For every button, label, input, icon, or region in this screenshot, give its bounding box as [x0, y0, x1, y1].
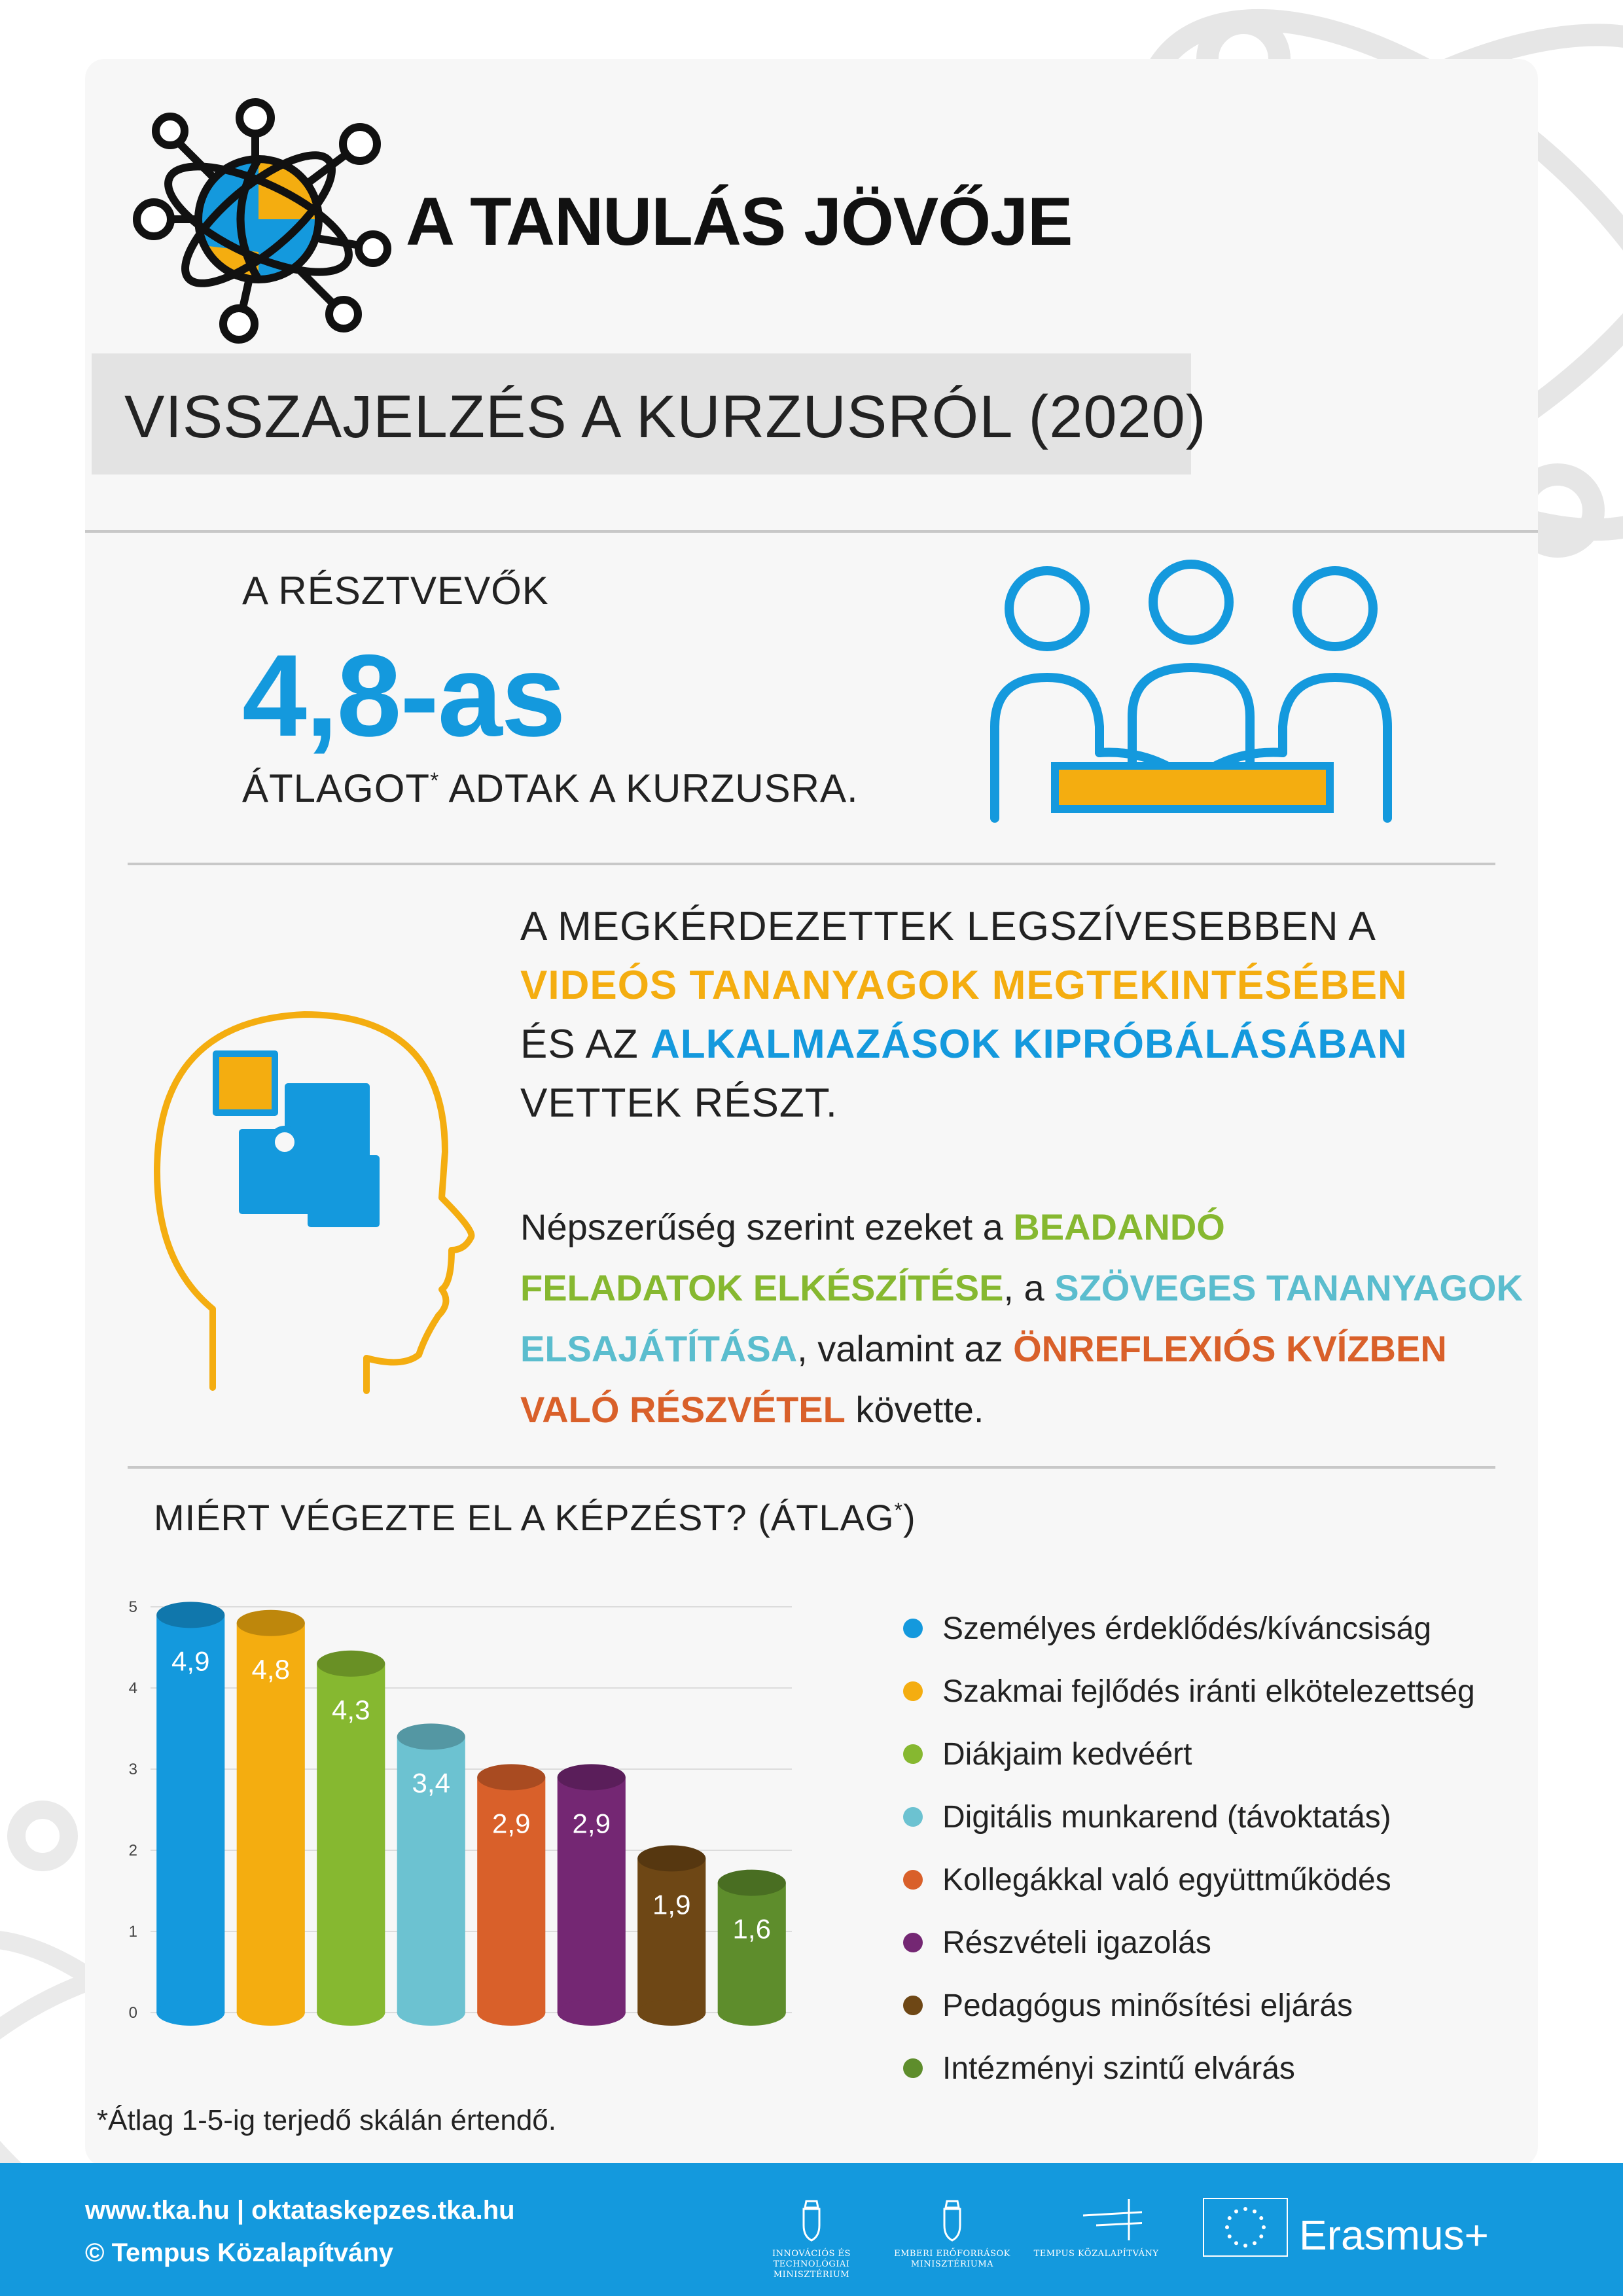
popularity-line-3: ELSAJÁTÍTÁSA, valamint az ÖNREFLEXIÓS KVÍZBEN	[520, 1328, 1447, 1369]
y-tick-label: 4	[128, 1679, 137, 1697]
tempus-torch-icon	[1050, 2196, 1142, 2242]
legend-swatch	[903, 1933, 923, 1952]
divider	[128, 1466, 1495, 1469]
bar-top	[637, 1845, 705, 1871]
activities-line-4: VETTEK RÉSZT.	[520, 1081, 838, 1126]
ministry-seal-human-resources: EMBERI ERŐFORRÁSOK MINISZTÉRIUMA	[880, 2196, 1024, 2270]
eu-star	[1262, 2225, 1266, 2229]
popularity-line-2: FELADATOK ELKÉSZÍTÉSE, a SZÖVEGES TANANYAGOK	[520, 1267, 1523, 1308]
footer-urls[interactable]: www.tka.hu | oktataskepzes.tka.hu	[85, 2196, 515, 2225]
y-tick-label: 1	[128, 1923, 137, 1941]
eu-star	[1228, 2216, 1232, 2220]
legend-item	[903, 1785, 1525, 1848]
eu-star	[1243, 2207, 1247, 2211]
coat-of-arms-icon	[798, 2196, 825, 2242]
data-label: 1,6	[732, 1913, 771, 1945]
chart-legend	[903, 1597, 1525, 2100]
eu-flag-icon	[1203, 2198, 1288, 2257]
legend-label: Digitális munkarend (távoktatás)	[942, 1799, 1391, 1835]
data-label: 2,9	[572, 1808, 611, 1839]
y-tick-label: 2	[128, 1842, 137, 1859]
legend-item	[903, 1723, 1525, 1785]
rating-value: 4,8-as	[242, 630, 565, 761]
footer-copyright: © Tempus Közalapítvány	[85, 2238, 394, 2267]
rating-intro: A RÉSZTVEVŐK	[242, 569, 549, 613]
bar-base	[237, 2000, 305, 2026]
bar	[637, 1858, 705, 2013]
page-subtitle: VISSZAJELZÉS A KURZUSRÓL (2020)	[124, 384, 1207, 450]
bar-top	[718, 1870, 786, 1896]
legend-swatch	[903, 1807, 923, 1827]
legend-item	[903, 1660, 1525, 1723]
legend-swatch	[903, 1681, 923, 1701]
tempus-logo: TEMPUS KÖZALAPÍTVÁNY	[1024, 2196, 1168, 2259]
brand-title: A TANULÁS JÖVŐJE	[406, 184, 1073, 260]
data-label: 1,9	[652, 1889, 691, 1920]
y-tick-label: 0	[128, 2004, 137, 2022]
eu-star	[1234, 2241, 1238, 2245]
activities-highlight-video: VIDEÓS TANANYAGOK MEGTEKINTÉSÉBEN	[520, 963, 1408, 1008]
legend-label: Intézményi szintű elvárás	[942, 2051, 1295, 2086]
coat-of-arms-icon	[939, 2196, 965, 2242]
legend-label: Pedagógus minősítési eljárás	[942, 1988, 1353, 2023]
divider	[128, 863, 1495, 865]
eu-star	[1225, 2225, 1229, 2229]
data-label: 4,3	[332, 1694, 370, 1725]
bar-top	[237, 1610, 305, 1636]
meeting-people-icon	[982, 556, 1400, 831]
head-puzzle-icon	[144, 1001, 484, 1407]
legend-item	[903, 2037, 1525, 2100]
legend-label: Részvételi igazolás	[942, 1925, 1211, 1960]
legend-swatch	[903, 2058, 923, 2078]
eu-star	[1253, 2241, 1257, 2245]
y-tick-label: 3	[128, 1761, 137, 1778]
legend-label: Szakmai fejlődés iránti elkötelezettség	[942, 1674, 1475, 1709]
legend-swatch	[903, 1619, 923, 1638]
ministry-seal-innovation: INNOVÁCIÓS ÉS TECHNOLÓGIAI MINISZTÉRIUM	[740, 2196, 883, 2280]
bar-base	[156, 2000, 224, 2026]
activities-line-1: A MEGKÉRDEZETTEK LEGSZÍVESEBBEN A	[520, 904, 1376, 949]
data-label: 4,8	[251, 1653, 290, 1685]
footnote: *Átlag 1-5-ig terjedő skálán értendő.	[97, 2104, 556, 2136]
legend-label: Kollegákkal való együttműködés	[942, 1862, 1391, 1897]
data-label: 4,9	[171, 1645, 210, 1677]
legend-item	[903, 1597, 1525, 1660]
eu-star	[1234, 2210, 1238, 2214]
bar-chart	[118, 1584, 805, 2042]
bar-base	[397, 2000, 465, 2026]
bar-base	[477, 2000, 545, 2026]
chart-title: MIÉRT VÉGEZTE EL A KÉPZÉST? (ÁTLAG*)	[154, 1497, 916, 1538]
eu-star	[1259, 2234, 1263, 2238]
bar-base	[317, 2000, 385, 2026]
legend-swatch	[903, 1744, 923, 1764]
y-tick-label: 5	[128, 1598, 137, 1616]
bar-top	[558, 1764, 626, 1790]
bar-top	[477, 1764, 545, 1790]
bar-base	[637, 2000, 705, 2026]
eu-star	[1228, 2234, 1232, 2238]
legend-label: Személyes érdeklődés/kíváncsiság	[942, 1611, 1432, 1646]
activities-line-3: ÉS AZ ALKALMAZÁSOK KIPRÓBÁLÁSÁBAN	[520, 1022, 1408, 1067]
rating-caption: ÁTLAGOT* ADTAK A KURZUSRA.	[242, 766, 859, 810]
legend-swatch	[903, 1996, 923, 2015]
legend-item	[903, 1911, 1525, 1974]
popularity-line-1: Népszerűség szerint ezeket a BEADANDÓ	[520, 1206, 1225, 1247]
legend-swatch	[903, 1870, 923, 1890]
erasmus-plus-logo: Erasmus+	[1299, 2212, 1489, 2259]
legend-item	[903, 1974, 1525, 2037]
legend-item	[903, 1848, 1525, 1911]
bar-top	[317, 1651, 385, 1677]
eu-star	[1259, 2216, 1263, 2220]
eu-star	[1253, 2210, 1257, 2214]
bar	[718, 1883, 786, 2013]
bar-base	[558, 2000, 626, 2026]
eu-star	[1243, 2244, 1247, 2248]
bar-top	[397, 1723, 465, 1749]
data-label: 2,9	[492, 1808, 531, 1839]
globe-network-icon	[124, 95, 399, 344]
bar-base	[718, 2000, 786, 2026]
bar-top	[156, 1602, 224, 1628]
data-label: 3,4	[412, 1767, 450, 1799]
popularity-line-4: VALÓ RÉSZVÉTEL követte.	[520, 1389, 984, 1430]
legend-label: Diákjaim kedvéért	[942, 1736, 1192, 1772]
divider	[85, 530, 1538, 533]
